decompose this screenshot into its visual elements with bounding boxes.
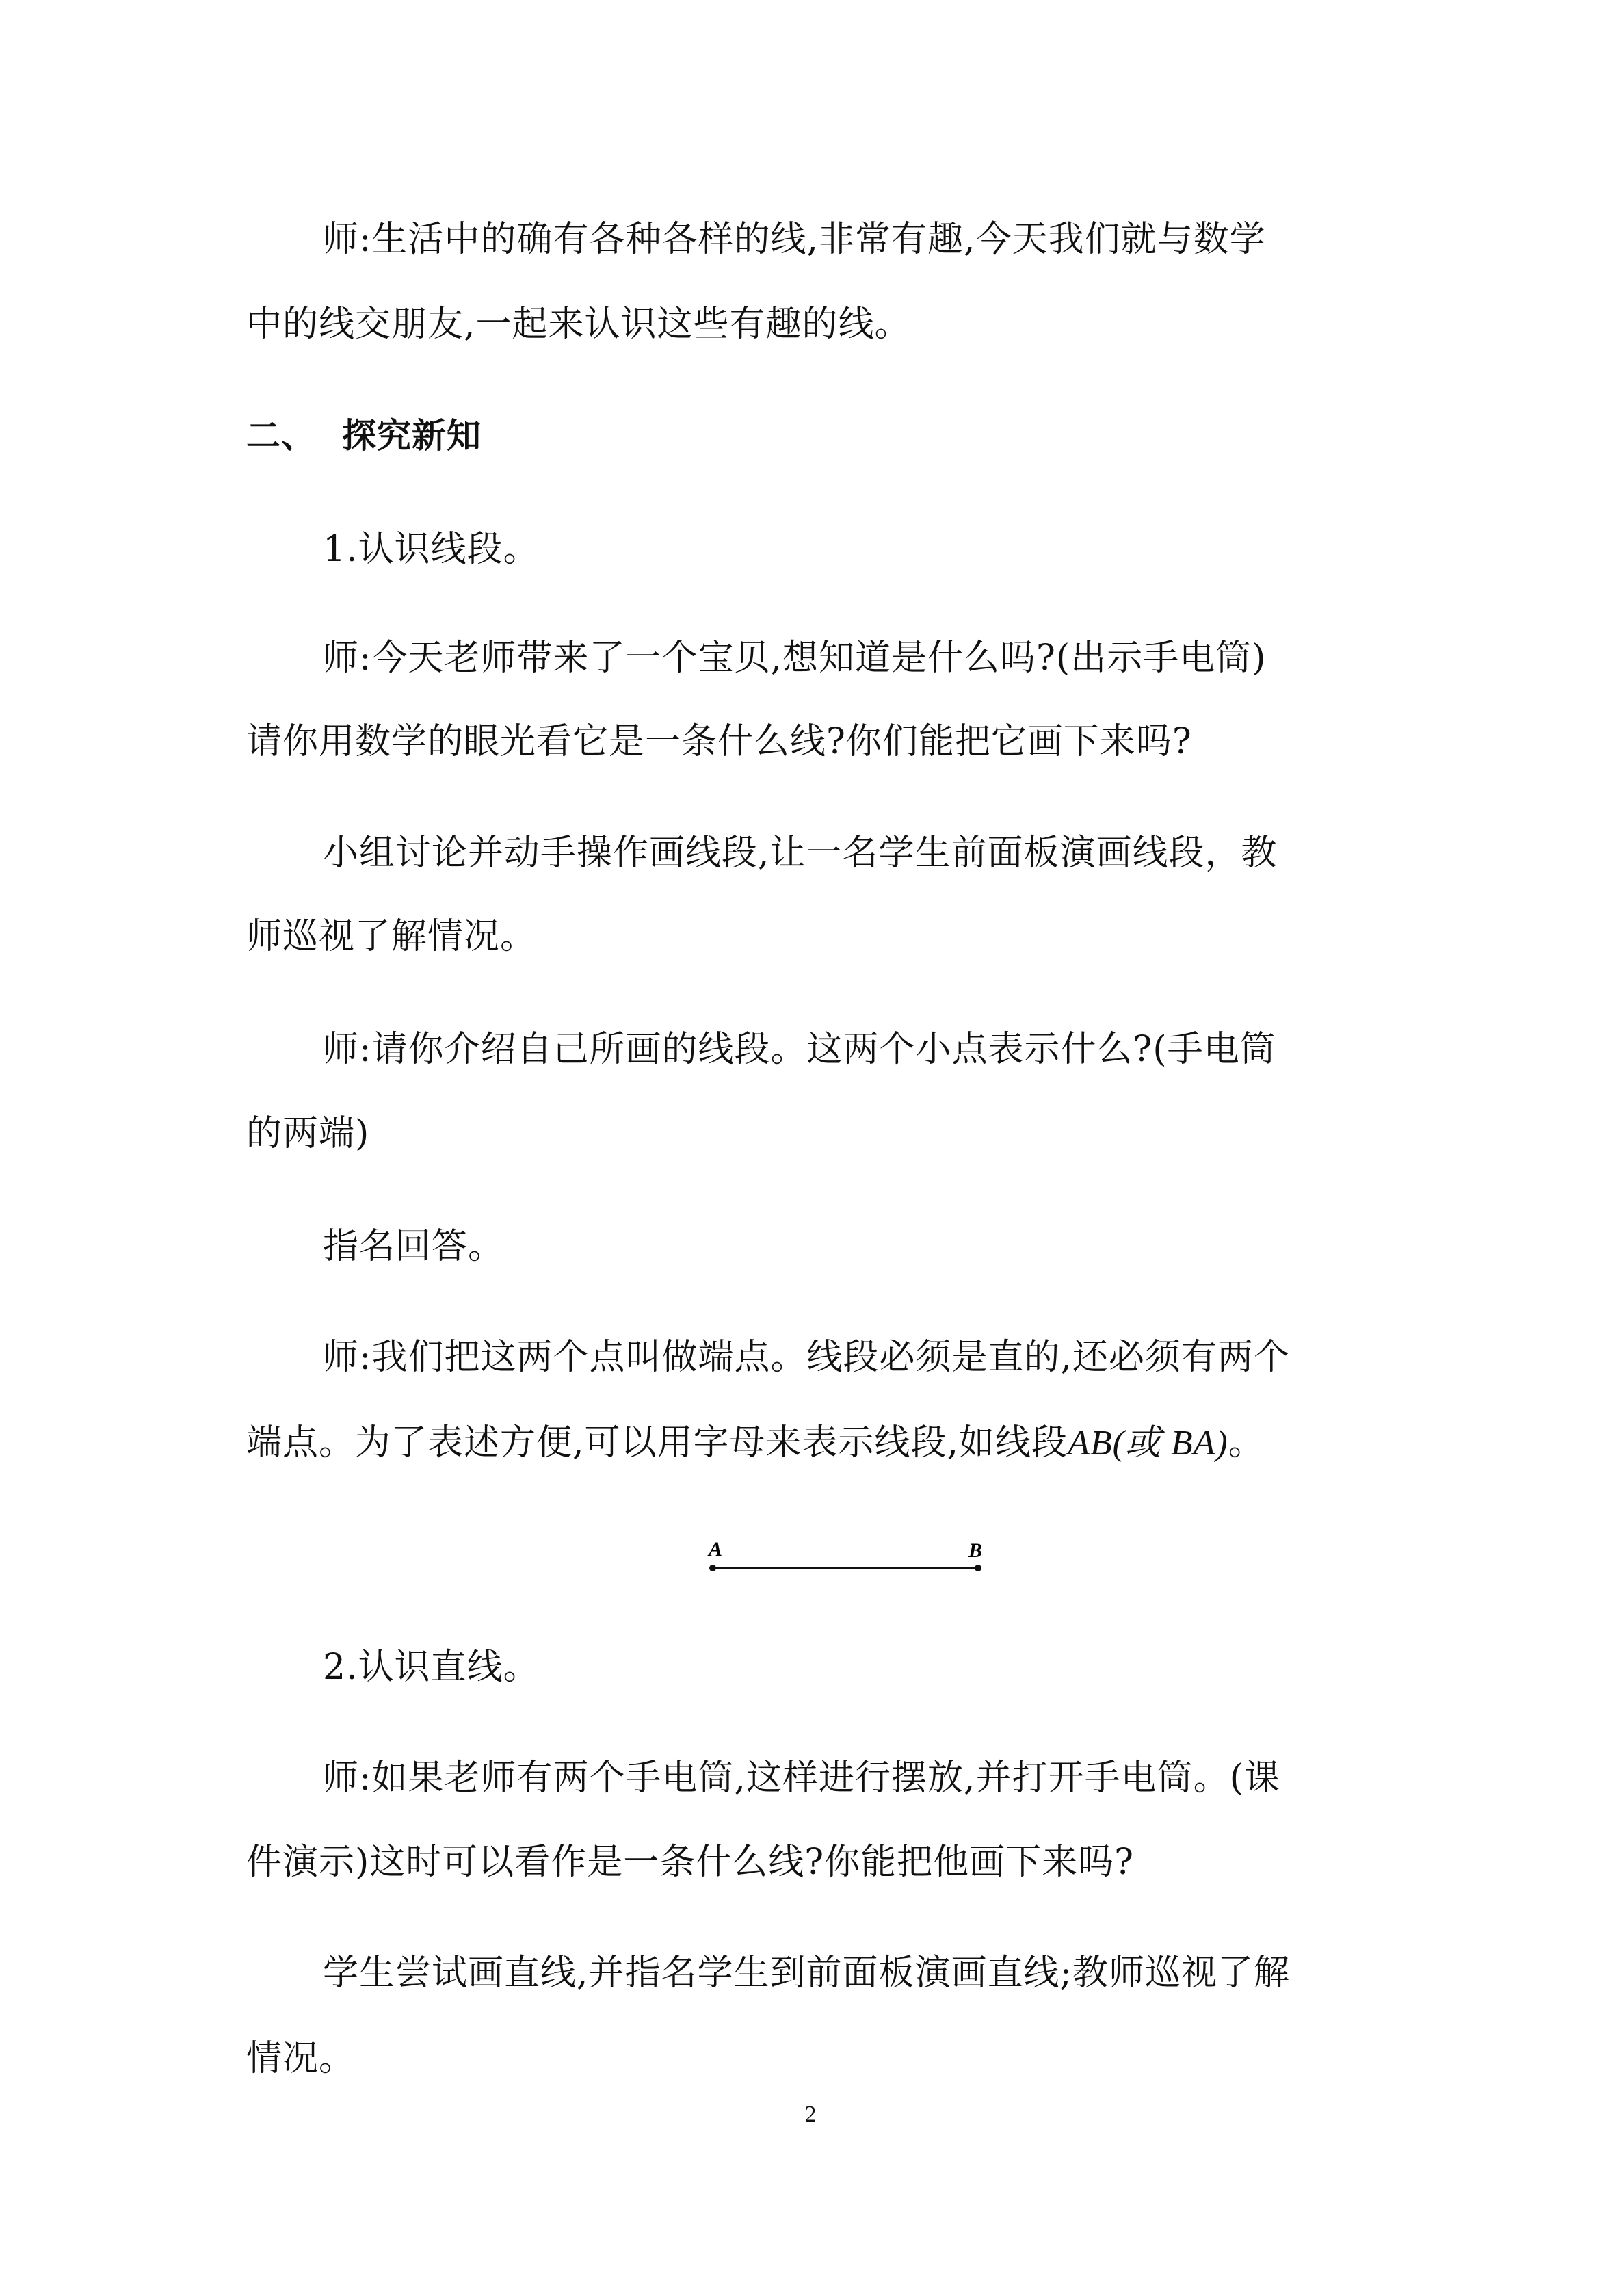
page-number: 2: [804, 2102, 817, 2127]
paragraph-line: 小组讨论并动手操作画线段,让一名学生前面板演画线段，教: [323, 833, 1278, 874]
section-number: 二、: [246, 416, 316, 456]
paragraph-line: 师:今天老师带来了一个宝贝,想知道是什么吗?(出示手电筒): [323, 638, 1267, 679]
label-a: A: [709, 1538, 723, 1561]
endpoint-b: [975, 1565, 981, 1571]
paragraph-line: 请你用数学的眼光看它是一条什么线?你们能把它画下来吗?: [246, 721, 1192, 762]
line-segment-figure: [698, 1532, 1005, 1587]
section-heading: [246, 414, 482, 458]
paragraph-text: 端点。为了表述方便,可以用字母来表示线段,如线段: [246, 1422, 1068, 1463]
paragraph-text: 。: [1228, 1422, 1265, 1463]
section-title: 探究新知: [342, 416, 482, 456]
paragraph-line: 师:生活中的确有各种各样的线,非常有趣,今天我们就与数学: [323, 219, 1266, 260]
paragraph-line: 师:请你介绍自己所画的线段。这两个小点表示什么?(手电筒: [323, 1029, 1276, 1070]
subsection-title: 2.认识直线。: [323, 1647, 540, 1688]
paragraph-line: 的两端): [246, 1113, 370, 1154]
endpoint-a: [709, 1565, 716, 1571]
paragraph-line: 情况。: [246, 2038, 356, 2079]
paragraph-line: [246, 1421, 1265, 1465]
math-notation: AB(或 BA): [1068, 1424, 1228, 1463]
paragraph-line: 件演示)这时可以看作是一条什么线?你能把他画下来吗?: [246, 1842, 1135, 1883]
paragraph-line: 师巡视了解情况。: [246, 916, 537, 957]
paragraph-line: 指名回答。: [323, 1226, 505, 1267]
paragraph-line: 师:如果老师有两个手电筒,这样进行摆放,并打开手电筒。(课: [323, 1758, 1280, 1799]
paragraph-line: 中的线交朋友,一起来认识这些有趣的线。: [246, 304, 911, 345]
label-b: B: [968, 1539, 983, 1562]
subsection-title: 1.认识线段。: [323, 529, 540, 570]
paragraph-line: 师:我们把这两个点叫做端点。线段必须是直的,还必须有两个: [323, 1337, 1291, 1378]
paragraph-line: 学生尝试画直线,并指名学生到前面板演画直线;教师巡视了解: [323, 1953, 1291, 1994]
